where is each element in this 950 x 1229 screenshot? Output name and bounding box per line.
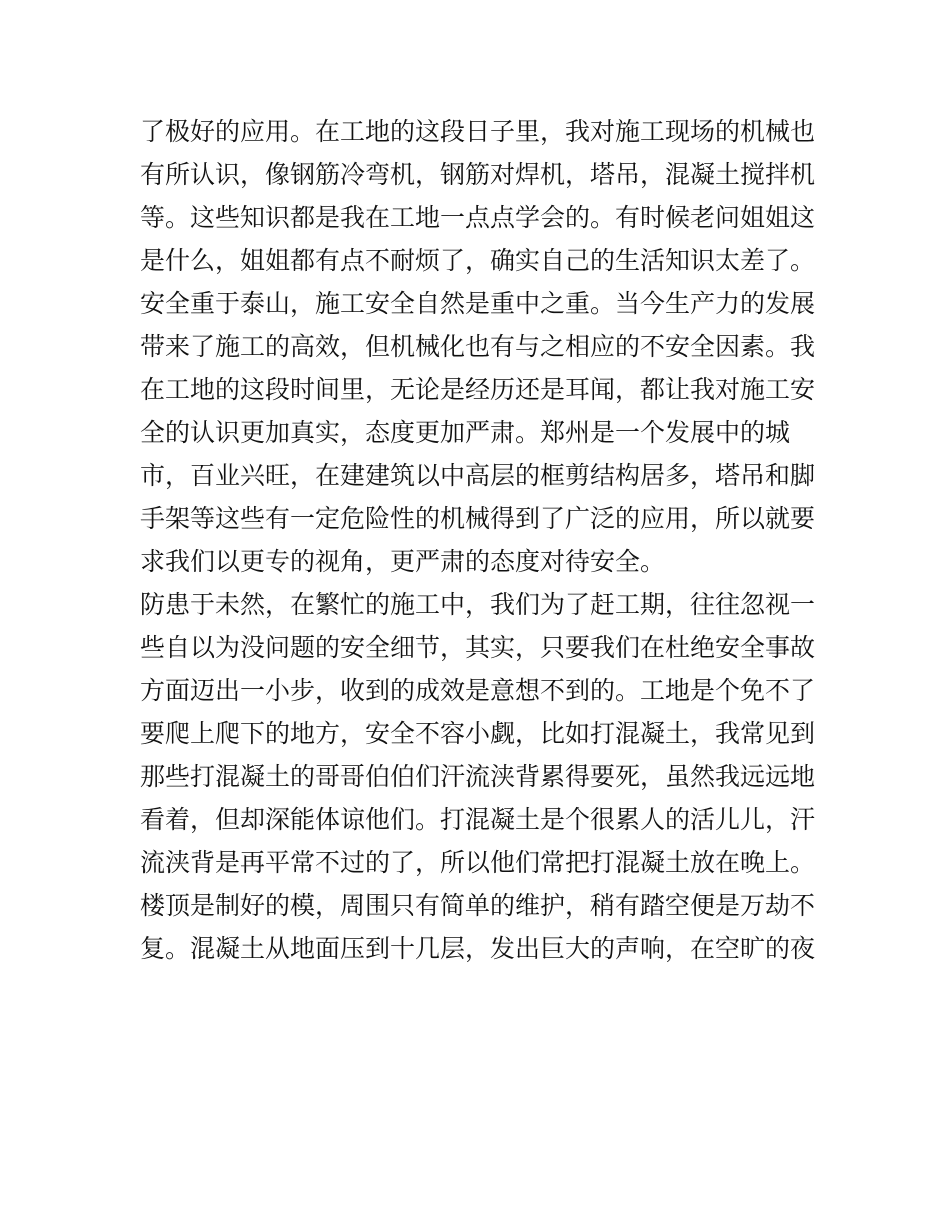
text-line: 楼顶是制好的模，周围只有简单的维护，稍有踏空便是万劫不 bbox=[140, 891, 816, 920]
text-line: 防患于未然，在繁忙的施工中，我们为了赶工期，往往忽视一 bbox=[140, 590, 816, 619]
text-line: 有所认识，像钢筋冷弯机，钢筋对焊机，塔吊，混凝土搅拌机 bbox=[140, 160, 816, 189]
text-line: 那些打混凝土的哥哥伯伯们汗流浃背累得要死，虽然我远远地 bbox=[140, 762, 816, 791]
text-line: 些自以为没问题的安全细节，其实，只要我们在杜绝安全事故 bbox=[140, 633, 816, 662]
text-line: 流浃背是再平常不过的了，所以他们常把打混凝土放在晚上。 bbox=[140, 848, 816, 877]
text-line: 要爬上爬下的地方，安全不容小觑，比如打混凝土，我常见到 bbox=[140, 719, 816, 748]
text-line: 了极好的应用。在工地的这段日子里，我对施工现场的机械也 bbox=[140, 117, 816, 146]
body-text bbox=[140, 110, 820, 970]
text-line: 求我们以更专的视角，更严肃的态度对待安全。 bbox=[140, 547, 666, 576]
text-line: 方面迈出一小步，收到的成效是意想不到的。工地是个免不了 bbox=[140, 676, 816, 705]
text-line: 全的认识更加真实，态度更加严肃。郑州是一个发展中的城 bbox=[140, 418, 791, 447]
text-line: 在工地的这段时间里，无论是经历还是耳闻，都让我对施工安 bbox=[140, 375, 816, 404]
text-line: 等。这些知识都是我在工地一点点学会的。有时候老问姐姐这 bbox=[140, 203, 816, 232]
text-line: 安全重于泰山，施工安全自然是重中之重。当今生产力的发展 bbox=[140, 289, 816, 318]
text-line: 带来了施工的高效，但机械化也有与之相应的不安全因素。我 bbox=[140, 332, 816, 361]
text-line: 看着，但却深能体谅他们。打混凝土是个很累人的活儿儿，汗 bbox=[140, 805, 816, 834]
text-line: 是什么，姐姐都有点不耐烦了，确实自己的生活知识太差了。 bbox=[140, 246, 816, 275]
text-line: 手架等这些有一定危险性的机械得到了广泛的应用，所以就要 bbox=[140, 504, 816, 533]
text-line: 市，百业兴旺，在建建筑以中高层的框剪结构居多，塔吊和脚 bbox=[140, 461, 816, 490]
text-line: 复。混凝土从地面压到十几层，发出巨大的声响，在空旷的夜 bbox=[140, 934, 816, 963]
